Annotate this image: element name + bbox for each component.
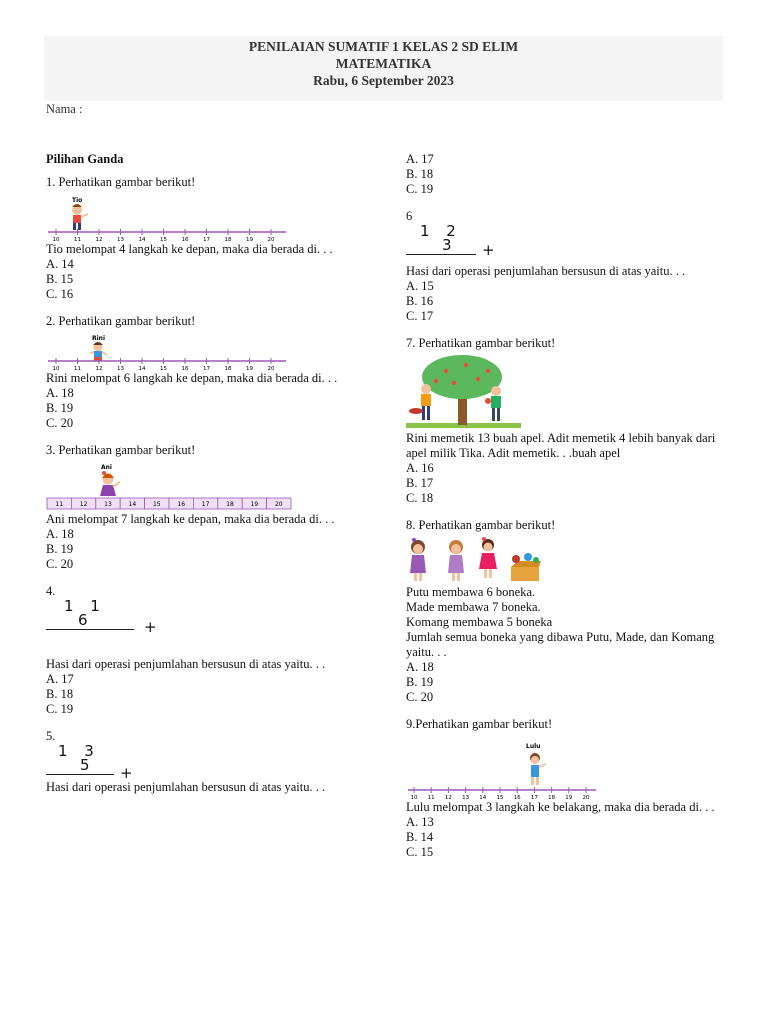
- question-title: 2. Perhatikan gambar berikut!: [46, 314, 196, 328]
- tick-label: 13: [117, 366, 124, 371]
- option-b[interactable]: B. 19: [46, 401, 74, 415]
- tick-label: 16: [513, 795, 521, 800]
- figure-label: Ani: [101, 464, 112, 471]
- question-title: 3. Perhatikan gambar berikut!: [46, 443, 196, 457]
- addend-top: 1 2: [420, 222, 462, 240]
- tick-label: 19: [565, 795, 573, 800]
- option-c[interactable]: C. 18: [406, 491, 434, 505]
- addition-stack: [46, 599, 186, 643]
- tick-label: 18: [224, 237, 232, 242]
- tick-label: 14: [138, 366, 146, 371]
- addition-stack: [406, 224, 546, 264]
- option-c[interactable]: C. 20: [406, 690, 434, 704]
- sum-line: [406, 254, 476, 255]
- option-b[interactable]: B. 16: [406, 294, 434, 308]
- question-line-1: Putu membawa 6 boneka.: [406, 585, 536, 599]
- question-number: 4.: [46, 584, 56, 598]
- box-label: 19: [250, 501, 259, 508]
- option-c[interactable]: C. 20: [46, 416, 74, 430]
- box-label: 12: [79, 501, 88, 508]
- child-left-icon: [409, 384, 431, 420]
- question-6: [406, 209, 731, 324]
- question-number: 6: [406, 209, 413, 223]
- question-title: 1. Perhatikan gambar berikut!: [46, 175, 196, 189]
- numberline-figure-rini: [46, 331, 296, 371]
- header-subject: MATEMATIKA: [335, 56, 432, 71]
- question-5: [46, 729, 376, 795]
- question-text: Hasi dari operasi penjumlahan bersusun di atas yaitu. . .: [406, 264, 686, 278]
- box-label: 11: [55, 501, 64, 508]
- tick-label: 20: [267, 366, 275, 371]
- option-b[interactable]: B. 18: [406, 167, 434, 181]
- tick-label: 11: [74, 237, 81, 242]
- question-text: Tio melompat 4 langkah ke depan, maka dia berada di. . .: [46, 242, 333, 256]
- sum-line: [46, 629, 134, 630]
- question-text: Rini melompat 6 langkah ke depan, maka dia berada di. . .: [46, 371, 338, 385]
- tick-label: 10: [410, 795, 418, 800]
- numberline-figure-tio: [46, 192, 296, 242]
- tick-label: 16: [181, 366, 189, 371]
- numberline-figure-lulu: [406, 734, 606, 800]
- tick-label: 15: [160, 366, 167, 371]
- tick-label: 20: [267, 237, 275, 242]
- question-3: [46, 443, 376, 572]
- tick-label: 11: [74, 366, 81, 371]
- apple-tree-illustration: [406, 353, 526, 431]
- girl-2-icon: [448, 540, 464, 581]
- left-column: [46, 152, 376, 799]
- option-b[interactable]: B. 15: [46, 272, 74, 286]
- question-2: [46, 314, 376, 431]
- addend-bottom: 6: [78, 611, 88, 629]
- tick-label: 10: [52, 237, 60, 242]
- tick-label: 15: [496, 795, 504, 800]
- question-7: [406, 336, 731, 506]
- right-column: [406, 152, 731, 864]
- question-4: [46, 584, 376, 717]
- question-text: Rini memetik 13 buah apel. Adit memetik 4 lebih banyak dari apel milik Tika. Adit memetik. . .buah apel: [406, 431, 716, 460]
- toy-box-icon: [511, 553, 541, 581]
- numberline-figure-ani: [46, 460, 296, 512]
- addend-bottom: 3: [442, 236, 452, 254]
- tick-label: 19: [246, 366, 253, 371]
- girl-3-icon: [479, 537, 497, 578]
- question-text: Ani melompat 7 langkah ke depan, maka dia berada di. . .: [46, 512, 335, 526]
- child-figure-icon: [72, 204, 88, 230]
- box-label: 18: [226, 501, 234, 508]
- figure-label: Rini: [92, 335, 106, 342]
- option-c[interactable]: C. 17: [406, 309, 434, 323]
- option-c[interactable]: C. 19: [46, 702, 74, 716]
- option-c[interactable]: C. 19: [406, 182, 434, 196]
- question-title: 8. Perhatikan gambar berikut!: [406, 518, 556, 532]
- question-line-2: Made membawa 7 boneka.: [406, 600, 541, 614]
- section-title: Pilihan Ganda: [46, 152, 124, 166]
- tick-label: 18: [224, 366, 232, 371]
- box-label: 13: [104, 501, 112, 508]
- box-label: 17: [201, 501, 210, 508]
- tick-label: 13: [462, 795, 470, 800]
- girl-1-icon: [410, 538, 426, 581]
- option-c[interactable]: C. 15: [406, 845, 434, 859]
- option-a[interactable]: A. 15: [406, 279, 434, 293]
- question-title: 7. Perhatikan gambar berikut!: [406, 336, 556, 350]
- plus-sign: +: [144, 618, 157, 636]
- question-text: Lulu melompat 3 langkah ke belakang, maka dia berada di. . .: [406, 800, 715, 814]
- tick-label: 20: [582, 795, 590, 800]
- option-a[interactable]: A. 14: [46, 257, 74, 271]
- dolls-illustration: [406, 535, 546, 585]
- tick-label: 15: [160, 237, 167, 242]
- tick-label: 16: [181, 237, 189, 242]
- option-a[interactable]: A. 13: [406, 815, 434, 829]
- question-text: Hasi dari operasi penjumlahan bersusun di atas yaitu. . .: [46, 780, 326, 794]
- tick-label: 10: [52, 366, 60, 371]
- tick-label: 14: [138, 237, 146, 242]
- tick-label: 12: [95, 366, 103, 371]
- question-line-3: Komang membawa 5 boneka: [406, 615, 553, 629]
- tick-label: 19: [246, 237, 253, 242]
- option-a[interactable]: A. 16: [406, 461, 434, 475]
- plus-sign: +: [482, 241, 495, 259]
- option-a[interactable]: A. 18: [46, 527, 74, 541]
- tick-label: 14: [479, 795, 487, 800]
- tick-label: 17: [203, 237, 210, 242]
- tick-label: 11: [427, 795, 435, 800]
- box-label: 15: [152, 501, 161, 508]
- header-title: PENILAIAN SUMATIF 1 KELAS 2 SD ELIM: [248, 39, 519, 54]
- question-5-options: [406, 152, 731, 197]
- option-c[interactable]: C. 20: [46, 557, 74, 571]
- tick-label: 13: [117, 237, 124, 242]
- tick-label: 12: [95, 237, 103, 242]
- plus-sign: +: [120, 764, 133, 782]
- question-text: Hasi dari operasi penjumlahan bersusun di atas yaitu. . .: [46, 657, 326, 671]
- question-9: [406, 717, 731, 860]
- box-label: 20: [274, 501, 283, 508]
- name-field-label: Nama :: [46, 102, 83, 116]
- tick-label: 17: [203, 366, 210, 371]
- tick-label: 17: [530, 795, 538, 800]
- option-b[interactable]: B. 17: [406, 476, 434, 490]
- child-figure-icon: [100, 471, 120, 496]
- box-label: 14: [128, 501, 137, 508]
- option-b[interactable]: B. 14: [406, 830, 434, 844]
- sum-line: [46, 774, 114, 775]
- option-b[interactable]: B. 19: [46, 542, 74, 556]
- box-label: 16: [177, 501, 186, 508]
- question-line-4: Jumlah semua boneka yang dibawa Putu, Made, dan Komang yaitu. . .: [406, 630, 715, 659]
- header-date: Rabu, 6 September 2023: [313, 73, 454, 88]
- page-header: [44, 36, 723, 101]
- option-b[interactable]: B. 19: [406, 675, 434, 689]
- tick-label: 12: [444, 795, 452, 800]
- child-figure-icon: [530, 753, 546, 785]
- tick-label: 18: [548, 795, 556, 800]
- addend-bottom: 5: [80, 756, 90, 774]
- addend-top: 1 3: [58, 742, 100, 760]
- figure-label: Lulu: [526, 743, 541, 750]
- addend-top: 1 1: [64, 597, 106, 615]
- option-a[interactable]: A. 18: [46, 386, 74, 400]
- question-number: 5.: [46, 729, 56, 743]
- question-1: [46, 175, 376, 302]
- question-title: 9.Perhatikan gambar berikut!: [406, 717, 553, 731]
- figure-label: Tio: [72, 197, 83, 204]
- addition-stack: [46, 744, 186, 780]
- option-b[interactable]: B. 18: [46, 687, 74, 701]
- option-a[interactable]: A. 17: [406, 152, 434, 166]
- question-8: [406, 518, 731, 705]
- option-c[interactable]: C. 16: [46, 287, 74, 301]
- option-a[interactable]: A. 17: [46, 672, 74, 686]
- option-a[interactable]: A. 18: [406, 660, 434, 674]
- tree-leaves-icon: [422, 355, 502, 399]
